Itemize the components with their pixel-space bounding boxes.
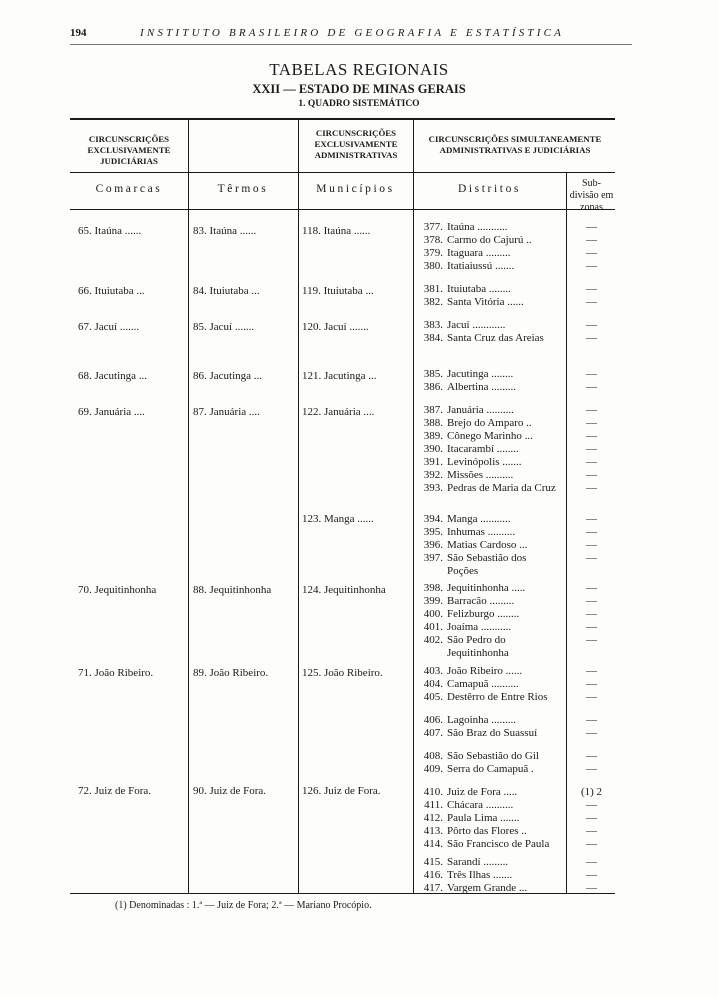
district-row: [413, 582, 563, 595]
district-name: São Pedro do Jequitinhonha: [447, 634, 509, 659]
district-row: [413, 727, 563, 740]
zone-cell: —: [586, 869, 597, 881]
page-title: TABELAS REGIONAIS: [269, 60, 449, 79]
zone-cell: —: [586, 247, 597, 259]
district-row: [413, 825, 563, 838]
col-divider-4: [566, 172, 567, 893]
district-row: [413, 234, 563, 247]
district-name: Três Ilhas .......: [447, 869, 513, 881]
municipio-cell: 123. Manga ......: [302, 513, 374, 525]
zone-cell: —: [586, 714, 597, 726]
district-name: Juiz de Fora .....: [447, 786, 518, 798]
district-number: 377.: [423, 221, 443, 233]
district-row: [413, 417, 563, 430]
district-name: São Sebastião dos Poções: [447, 552, 527, 577]
zone-cell: —: [586, 456, 597, 468]
district-row: [413, 443, 563, 456]
district-row: [413, 296, 563, 309]
district-name: Pedras de Maria da Cruz: [447, 482, 556, 494]
district-number: 385.: [423, 368, 443, 380]
district-number: 379.: [423, 247, 443, 259]
district-number: 378.: [423, 234, 443, 246]
district-row: [413, 221, 563, 234]
termo-cell: 89. João Ribeiro.: [193, 667, 269, 679]
zone-cell: —: [586, 381, 597, 393]
district-number: 382.: [423, 296, 443, 308]
district-number: 414.: [423, 838, 443, 850]
district-name: Matias Cardoso ...: [447, 539, 528, 551]
municipio-cell: 126. Juiz de Fora.: [302, 785, 381, 797]
district-name: Levinópolis .......: [447, 456, 522, 468]
comarca-cell: 69. Januária ....: [78, 406, 145, 418]
district-number: 415.: [423, 856, 443, 868]
state-title: XXII — ESTADO DE MINAS GERAIS: [252, 82, 466, 96]
district-name: Barracão .........: [447, 595, 515, 607]
zone-cell: —: [586, 727, 597, 739]
district-number: 398.: [423, 582, 443, 594]
district-name: Itaguara .........: [447, 247, 511, 259]
district-number: 417.: [423, 882, 443, 894]
col-divider-1: [188, 120, 189, 893]
footnote: (1) Denominadas : 1.ª — Juiz de Fora; 2.ª — Mariano Procópio.: [115, 900, 372, 911]
district-row: [413, 714, 563, 727]
district-number: 391.: [423, 456, 443, 468]
district-name: Santa Cruz das Areias: [447, 332, 544, 344]
district-row: [413, 482, 563, 495]
district-name: Jacutinga ........: [447, 368, 514, 380]
district-number: 389.: [423, 430, 443, 442]
district-name: Jequitinhonha .....: [447, 582, 526, 594]
district-name: Jacuí ............: [447, 319, 506, 331]
district-row: [413, 621, 563, 634]
district-name: Sarandí .........: [447, 856, 509, 868]
district-number: 407.: [423, 727, 443, 739]
district-number: 405.: [423, 691, 443, 703]
termo-cell: 88. Jequitinhonha: [193, 584, 272, 596]
district-name: Chácara ..........: [447, 799, 514, 811]
group-header-judiciary: CIRCUNSCRIÇÕES EXCLUSIVAMENTE JUDICIÁRIAS: [87, 134, 171, 166]
termo-cell: 86. Jacutinga ...: [193, 370, 263, 382]
district-number: 394.: [423, 513, 443, 525]
zone-cell: —: [586, 838, 597, 850]
district-number: 411.: [424, 799, 443, 811]
zone-cell: —: [586, 882, 597, 894]
zone-cell: —: [586, 526, 597, 538]
zone-cell: —: [586, 332, 597, 344]
municipio-cell: 120. Jacuí .......: [302, 321, 369, 333]
district-number: 383.: [423, 319, 443, 331]
district-name: Joaíma ...........: [447, 621, 512, 633]
column-header-comarcas: Comarcas: [95, 183, 163, 195]
comarca-cell: 66. Ituiutaba ...: [78, 285, 145, 297]
district-number: 402.: [423, 634, 443, 646]
district-name: São Sebastião do Gil: [447, 750, 539, 762]
municipio-cell: 122. Januária ....: [302, 406, 375, 418]
district-row: [413, 763, 563, 776]
municipio-cell: 118. Itaúna ......: [302, 225, 371, 237]
zone-cell: —: [586, 825, 597, 837]
zone-cell: —: [586, 260, 597, 272]
district-row: [413, 469, 563, 482]
comarca-cell: 65. Itaúna ......: [78, 225, 142, 237]
district-name: Itaúna ...........: [447, 221, 508, 233]
district-name: Vargem Grande ...: [447, 882, 528, 894]
district-name: Destêrro de Entre Rios: [447, 691, 548, 703]
district-number: 381.: [423, 283, 443, 295]
running-title: INSTITUTO BRASILEIRO DE GEOGRAFIA E ESTATÍSTICA: [140, 27, 565, 39]
district-number: 412.: [423, 812, 443, 824]
zone-cell: —: [586, 812, 597, 824]
district-name: João Ribeiro ......: [447, 665, 523, 677]
district-number: 386.: [423, 381, 443, 393]
zone-cell: —: [586, 283, 597, 295]
district-number: 413.: [423, 825, 443, 837]
header-bottom-rule: [70, 209, 615, 210]
district-name: Santa Vitória ......: [447, 296, 524, 308]
municipio-cell: 121. Jacutinga ...: [302, 370, 377, 382]
district-row: [413, 283, 563, 296]
zone-cell: —: [586, 234, 597, 246]
district-name: Manga ...........: [447, 513, 511, 525]
comarca-cell: 72. Juiz de Fora.: [78, 785, 152, 797]
district-number: 401.: [423, 621, 443, 633]
zone-cell: —: [586, 634, 597, 646]
district-name: Inhumas ..........: [447, 526, 516, 538]
district-row: [413, 260, 563, 273]
district-number: 406.: [423, 714, 443, 726]
district-number: 403.: [423, 665, 443, 677]
district-row: [413, 456, 563, 469]
district-row: [413, 430, 563, 443]
district-row: [413, 856, 563, 869]
district-name: Felizburgo ........: [447, 608, 520, 620]
zone-cell: —: [586, 552, 597, 564]
page-number: 194: [70, 27, 87, 39]
zone-cell: —: [586, 513, 597, 525]
zone-cell: —: [586, 678, 597, 690]
district-name: Brejo do Amparo ..: [447, 417, 532, 429]
zone-cell: —: [586, 368, 597, 380]
municipio-cell: 124. Jequitinhonha: [302, 584, 386, 596]
column-header-municipios: Municípios: [316, 183, 395, 195]
zone-cell: —: [586, 443, 597, 455]
zone-cell: —: [586, 221, 597, 233]
district-row: [413, 678, 563, 691]
district-name: São Braz do Suassuí: [447, 727, 538, 739]
zone-cell: —: [586, 608, 597, 620]
termo-cell: 84. Ituiutaba ...: [193, 285, 260, 297]
district-row: [413, 665, 563, 678]
district-number: 409.: [423, 763, 443, 775]
zone-cell: —: [586, 665, 597, 677]
zone-cell: —: [586, 691, 597, 703]
table-top-rule: [70, 118, 615, 120]
district-name: São Francisco de Paula: [447, 838, 550, 850]
district-row: [413, 882, 563, 895]
zone-cell: —: [586, 417, 597, 429]
group-header-both: CIRCUNSCRIÇÕES SIMULTANEAMENTE ADMINISTRATIVAS E JUDICIÁRIAS: [428, 134, 602, 155]
district-row: [413, 869, 563, 882]
district-name: Paula Lima .......: [447, 812, 520, 824]
zone-cell: —: [586, 404, 597, 416]
district-row: [413, 838, 563, 851]
district-row: [413, 381, 563, 394]
district-name: Pôrto das Flores ..: [447, 825, 527, 837]
col-divider-2: [298, 120, 299, 893]
zone-cell: —: [586, 595, 597, 607]
termo-cell: 87. Januária ....: [193, 406, 260, 418]
zone-cell: —: [586, 469, 597, 481]
district-row: [413, 634, 563, 660]
district-row: [413, 812, 563, 825]
zone-cell: —: [586, 482, 597, 494]
district-row: [413, 608, 563, 621]
district-number: 397.: [423, 552, 443, 564]
district-name: Ituiutaba ........: [447, 283, 511, 295]
comarca-cell: 68. Jacutinga ...: [78, 370, 148, 382]
municipio-cell: 125. João Ribeiro.: [302, 667, 383, 679]
district-number: 408.: [423, 750, 443, 762]
district-name: Camapuã ..........: [447, 678, 519, 690]
termo-cell: 85. Jacuí .......: [193, 321, 255, 333]
district-number: 390.: [423, 443, 443, 455]
district-row: [413, 539, 563, 552]
district-row: [413, 526, 563, 539]
district-name: Serra do Camapuã .: [447, 763, 534, 775]
zone-cell: —: [586, 763, 597, 775]
district-number: 410.: [423, 786, 443, 798]
district-number: 399.: [423, 595, 443, 607]
zone-cell: —: [586, 319, 597, 331]
district-row: [413, 319, 563, 332]
header-rule: [70, 44, 632, 45]
district-number: 404.: [423, 678, 443, 690]
district-name: Itatiaiussú .......: [447, 260, 515, 272]
comarca-cell: 67. Jacuí .......: [78, 321, 140, 333]
district-row: [413, 404, 563, 417]
district-name: Lagoinha .........: [447, 714, 517, 726]
section-title: 1. QUADRO SISTEMÁTICO: [298, 99, 420, 109]
district-number: 400.: [423, 608, 443, 620]
district-name: Januária ..........: [447, 404, 514, 416]
district-name: Itacarambí ........: [447, 443, 519, 455]
zone-cell: (1) 2: [580, 786, 603, 798]
district-row: [413, 691, 563, 704]
district-row: [413, 595, 563, 608]
comarca-cell: 71. João Ribeiro.: [78, 667, 154, 679]
district-row: [413, 332, 563, 345]
zone-cell: —: [586, 296, 597, 308]
district-number: 395.: [423, 526, 443, 538]
district-name: Missões ..........: [447, 469, 514, 481]
district-number: 384.: [423, 332, 443, 344]
zone-cell: —: [586, 856, 597, 868]
district-row: [413, 786, 563, 799]
zone-cell: —: [586, 539, 597, 551]
district-number: 392.: [423, 469, 443, 481]
column-header-distritos: Distritos: [457, 183, 521, 195]
district-name: Albertina .........: [447, 381, 517, 393]
comarca-cell: 70. Jequitinhonha: [78, 584, 157, 596]
zone-cell: —: [586, 799, 597, 811]
termo-cell: 90. Juiz de Fora.: [193, 785, 267, 797]
header-group-rule: [70, 172, 615, 173]
district-name: Cônego Marinho ...: [447, 430, 533, 442]
zone-cell: —: [586, 430, 597, 442]
group-header-administrative: CIRCUNSCRIÇÕES EXCLUSIVAMENTE ADMINISTRATIVAS: [314, 128, 398, 160]
district-number: 380.: [423, 260, 443, 272]
district-row: [413, 513, 563, 526]
district-number: 416.: [423, 869, 443, 881]
district-row: [413, 368, 563, 381]
district-number: 393.: [423, 482, 443, 494]
termo-cell: 83. Itaúna ......: [193, 225, 257, 237]
municipio-cell: 119. Ituiutaba ...: [302, 285, 374, 297]
district-number: 387.: [423, 404, 443, 416]
district-number: 396.: [423, 539, 443, 551]
column-header-termos: Têrmos: [217, 183, 269, 195]
zone-cell: —: [586, 582, 597, 594]
district-row: [413, 552, 563, 578]
district-row: [413, 799, 563, 812]
column-header-subdivisao: Sub-divisão em zonas: [569, 178, 614, 213]
district-row: [413, 247, 563, 260]
district-number: 388.: [423, 417, 443, 429]
zone-cell: —: [586, 750, 597, 762]
district-row: [413, 750, 563, 763]
district-name: Carmo do Cajurú ..: [447, 234, 532, 246]
zone-cell: —: [586, 621, 597, 633]
